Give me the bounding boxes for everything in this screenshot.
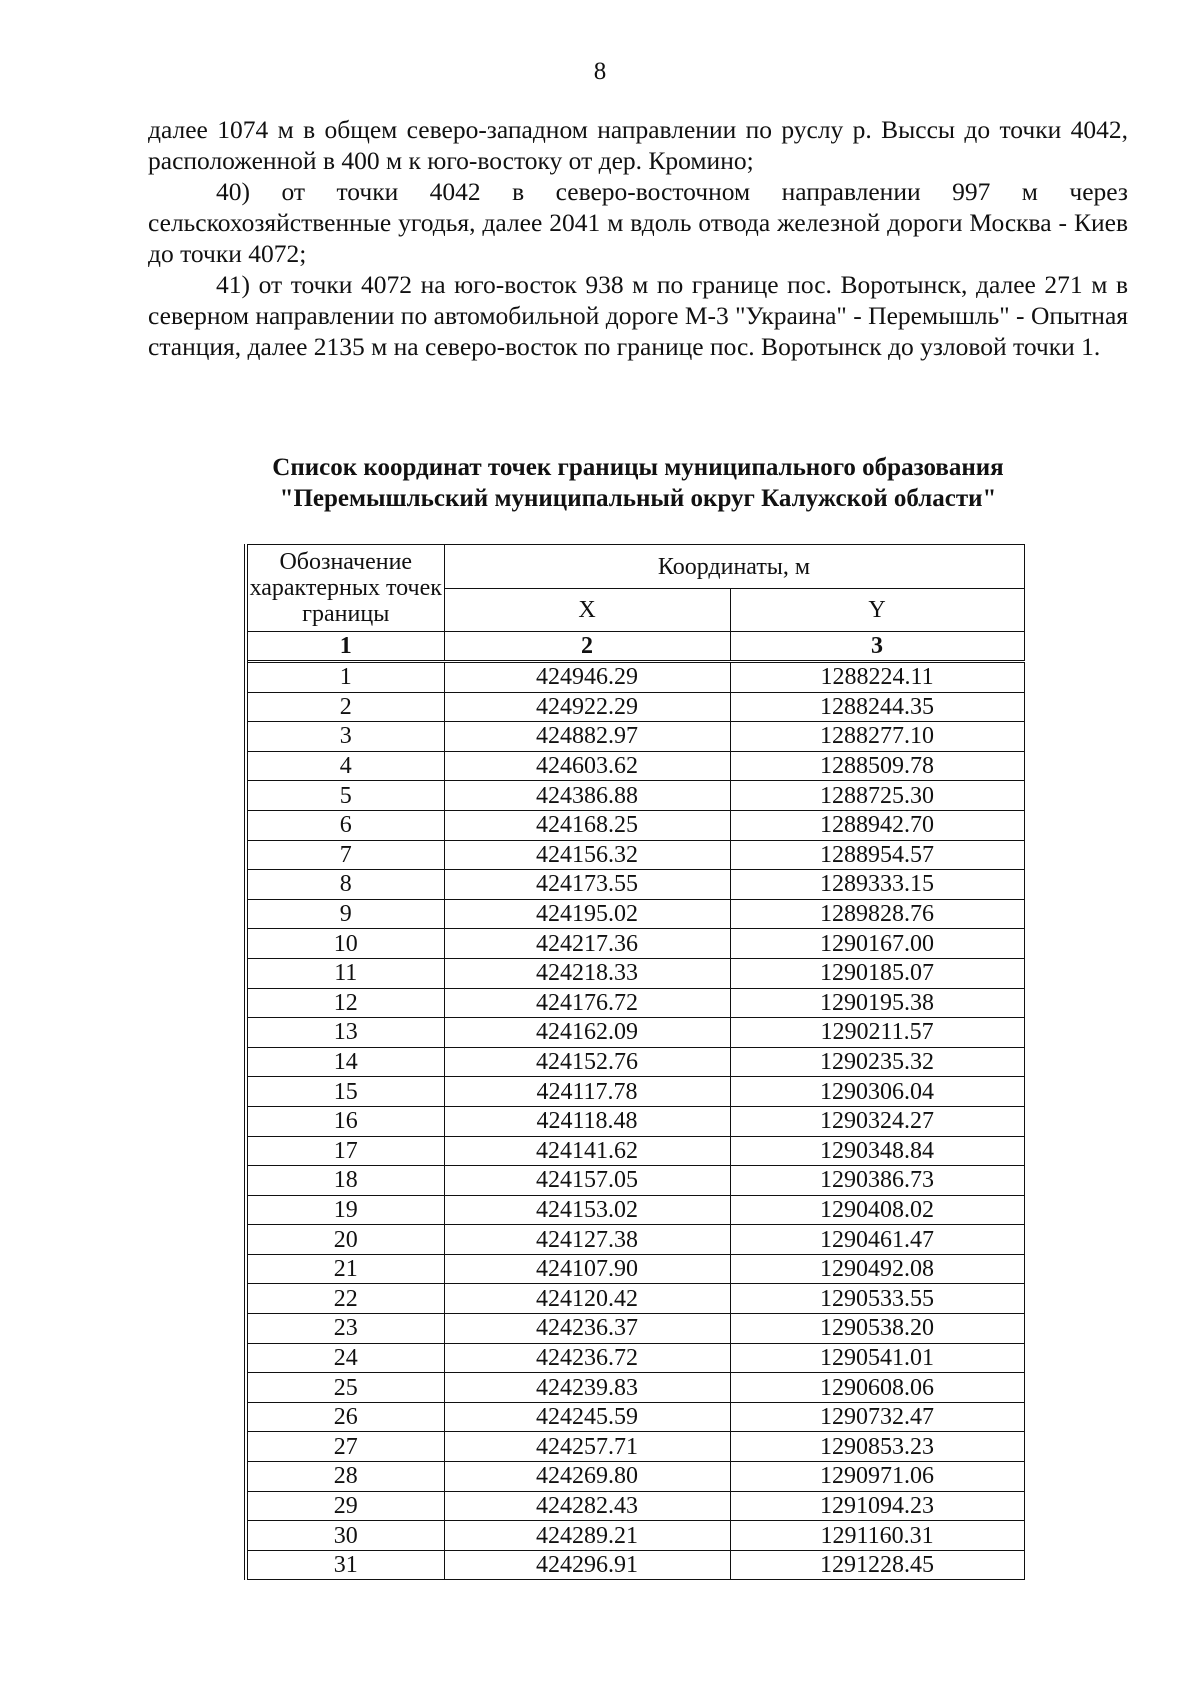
point-number-cell: 21 (246, 1254, 444, 1284)
point-number-cell: 17 (246, 1136, 444, 1166)
coordinates-table-body (246, 545, 1024, 1580)
y-coordinate-cell: 1290235.32 (730, 1047, 1024, 1077)
x-coordinate-cell: 424157.05 (444, 1166, 730, 1196)
x-coordinate-cell: 424603.62 (444, 751, 730, 781)
x-coordinate-cell: 424173.55 (444, 870, 730, 900)
x-coordinate-cell: 424236.37 (444, 1314, 730, 1344)
x-coordinate-cell: 424195.02 (444, 899, 730, 929)
y-coordinate-cell: 1290348.84 (730, 1136, 1024, 1166)
point-number-cell: 5 (246, 781, 444, 811)
x-coordinate-cell: 424236.72 (444, 1343, 730, 1373)
x-coordinate-cell: 424296.91 (444, 1550, 730, 1580)
y-header: Y (730, 589, 1024, 632)
x-coordinate-cell: 424141.62 (444, 1136, 730, 1166)
point-number-cell: 26 (246, 1402, 444, 1432)
table-row (246, 1077, 1024, 1107)
coordinates-header: Координаты, м (444, 545, 1024, 589)
document-title (148, 452, 1128, 514)
x-coordinate-cell: 424946.29 (444, 662, 730, 693)
table-row (246, 751, 1024, 781)
table-row (246, 1491, 1024, 1521)
point-number-cell: 16 (246, 1106, 444, 1136)
y-coordinate-cell: 1290853.23 (730, 1432, 1024, 1462)
point-number-cell: 10 (246, 929, 444, 959)
x-coordinate-cell: 424882.97 (444, 722, 730, 752)
point-number-cell: 31 (246, 1550, 444, 1580)
coordinates-table (244, 544, 1025, 1580)
x-coordinate-cell: 424168.25 (444, 810, 730, 840)
y-coordinate-cell: 1290461.47 (730, 1225, 1024, 1255)
table-row (246, 1284, 1024, 1314)
table-header-row (246, 545, 1024, 589)
point-number-cell: 12 (246, 988, 444, 1018)
x-coordinate-cell: 424118.48 (444, 1106, 730, 1136)
x-coordinate-cell: 424156.32 (444, 840, 730, 870)
title-line-1: Список координат точек границы муниципального образования (272, 454, 1004, 481)
table-row (246, 870, 1024, 900)
table-row (246, 1432, 1024, 1462)
y-coordinate-cell: 1291094.23 (730, 1491, 1024, 1521)
y-coordinate-cell: 1290533.55 (730, 1284, 1024, 1314)
point-number-cell: 9 (246, 899, 444, 929)
x-coordinate-cell: 424289.21 (444, 1521, 730, 1551)
y-coordinate-cell: 1290608.06 (730, 1373, 1024, 1403)
table-row (246, 722, 1024, 752)
table-row (246, 692, 1024, 722)
point-number-cell: 29 (246, 1491, 444, 1521)
point-number-cell: 19 (246, 1195, 444, 1225)
y-coordinate-cell: 1289828.76 (730, 899, 1024, 929)
column-number: 2 (444, 632, 730, 662)
y-coordinate-cell: 1290195.38 (730, 988, 1024, 1018)
table-row (246, 1373, 1024, 1403)
point-number-cell: 7 (246, 840, 444, 870)
point-number-cell: 8 (246, 870, 444, 900)
y-coordinate-cell: 1290971.06 (730, 1462, 1024, 1492)
x-coordinate-cell: 424218.33 (444, 958, 730, 988)
column-number-row (246, 632, 1024, 662)
point-number-cell: 18 (246, 1166, 444, 1196)
column-number: 3 (730, 632, 1024, 662)
point-number-cell: 6 (246, 810, 444, 840)
x-coordinate-cell: 424245.59 (444, 1402, 730, 1432)
point-number-cell: 27 (246, 1432, 444, 1462)
x-header: X (444, 589, 730, 632)
table-row (246, 662, 1024, 693)
table-row (246, 1550, 1024, 1580)
y-coordinate-cell: 1290408.02 (730, 1195, 1024, 1225)
x-coordinate-cell: 424922.29 (444, 692, 730, 722)
y-coordinate-cell: 1290386.73 (730, 1166, 1024, 1196)
point-number-cell: 30 (246, 1521, 444, 1551)
x-coordinate-cell: 424217.36 (444, 929, 730, 959)
x-coordinate-cell: 424282.43 (444, 1491, 730, 1521)
y-coordinate-cell: 1290211.57 (730, 1018, 1024, 1048)
x-coordinate-cell: 424162.09 (444, 1018, 730, 1048)
table-row (246, 1106, 1024, 1136)
point-number-cell: 2 (246, 692, 444, 722)
point-number-cell: 1 (246, 662, 444, 693)
point-number-cell: 11 (246, 958, 444, 988)
paragraph: 41) от точки 4072 на юго-восток 938 м по границе пос. Воротынск, далее 271 м в северном направлении по автомобильной дороге М-3 "Украина" - Перемышль" - Опытная станция, далее 2135 м на северо-восток по границе пос. Воротынск до узловой точки 1. (148, 270, 1128, 361)
y-coordinate-cell: 1290732.47 (730, 1402, 1024, 1432)
paragraph: 40) от точки 4042 в северо-восточном направлении 997 м через сельскохозяйственные угодья, далее 2041 м вдоль отвода железной дороги Москва - Киев до точки 4072; (148, 177, 1128, 268)
y-coordinate-cell: 1288725.30 (730, 781, 1024, 811)
x-coordinate-cell: 424107.90 (444, 1254, 730, 1284)
point-number-cell: 3 (246, 722, 444, 752)
y-coordinate-cell: 1290167.00 (730, 929, 1024, 959)
x-coordinate-cell: 424117.78 (444, 1077, 730, 1107)
table-row (246, 1402, 1024, 1432)
y-coordinate-cell: 1288224.11 (730, 662, 1024, 693)
point-number-cell: 20 (246, 1225, 444, 1255)
table-row (246, 1254, 1024, 1284)
y-coordinate-cell: 1291228.45 (730, 1550, 1024, 1580)
x-coordinate-cell: 424153.02 (444, 1195, 730, 1225)
y-coordinate-cell: 1290324.27 (730, 1106, 1024, 1136)
x-coordinate-cell: 424239.83 (444, 1373, 730, 1403)
body-text (148, 114, 1128, 362)
page-number: 8 (593, 58, 607, 85)
y-coordinate-cell: 1288942.70 (730, 810, 1024, 840)
y-coordinate-cell: 1290492.08 (730, 1254, 1024, 1284)
table-row (246, 929, 1024, 959)
point-number-cell: 13 (246, 1018, 444, 1048)
y-coordinate-cell: 1288509.78 (730, 751, 1024, 781)
x-coordinate-cell: 424152.76 (444, 1047, 730, 1077)
point-designation-header: Обозначение характерных точек границы (246, 545, 444, 632)
point-number-cell: 23 (246, 1314, 444, 1344)
point-number-cell: 25 (246, 1373, 444, 1403)
title-line-2: "Перемышльский муниципальный округ Калужской области" (279, 485, 997, 512)
table-row (246, 1195, 1024, 1225)
point-number-cell: 15 (246, 1077, 444, 1107)
x-coordinate-cell: 424386.88 (444, 781, 730, 811)
table-row (246, 1314, 1024, 1344)
y-coordinate-cell: 1288244.35 (730, 692, 1024, 722)
point-number-cell: 14 (246, 1047, 444, 1077)
table-row (246, 899, 1024, 929)
table-row (246, 810, 1024, 840)
table-row (246, 1462, 1024, 1492)
table-row (246, 840, 1024, 870)
point-number-cell: 28 (246, 1462, 444, 1492)
x-coordinate-cell: 424127.38 (444, 1225, 730, 1255)
table-row (246, 1018, 1024, 1048)
table-row (246, 1047, 1024, 1077)
point-number-cell: 24 (246, 1343, 444, 1373)
x-coordinate-cell: 424176.72 (444, 988, 730, 1018)
y-coordinate-cell: 1290541.01 (730, 1343, 1024, 1373)
paragraph: далее 1074 м в общем северо-западном направлении по руслу р. Выссы до точки 4042, расположенной в 400 м к юго-востоку от дер. Кромино; (148, 115, 1128, 175)
table-row (246, 988, 1024, 1018)
x-coordinate-cell: 424269.80 (444, 1462, 730, 1492)
table-row (246, 1521, 1024, 1551)
x-coordinate-cell: 424120.42 (444, 1284, 730, 1314)
y-coordinate-cell: 1288954.57 (730, 840, 1024, 870)
y-coordinate-cell: 1290538.20 (730, 1314, 1024, 1344)
table-row (246, 781, 1024, 811)
table-row (246, 1136, 1024, 1166)
table-row (246, 1225, 1024, 1255)
table-row (246, 1343, 1024, 1373)
y-coordinate-cell: 1291160.31 (730, 1521, 1024, 1551)
point-number-cell: 22 (246, 1284, 444, 1314)
table-row (246, 958, 1024, 988)
column-number: 1 (246, 632, 444, 662)
y-coordinate-cell: 1288277.10 (730, 722, 1024, 752)
x-coordinate-cell: 424257.71 (444, 1432, 730, 1462)
y-coordinate-cell: 1289333.15 (730, 870, 1024, 900)
table-row (246, 1166, 1024, 1196)
y-coordinate-cell: 1290306.04 (730, 1077, 1024, 1107)
point-number-cell: 4 (246, 751, 444, 781)
y-coordinate-cell: 1290185.07 (730, 958, 1024, 988)
